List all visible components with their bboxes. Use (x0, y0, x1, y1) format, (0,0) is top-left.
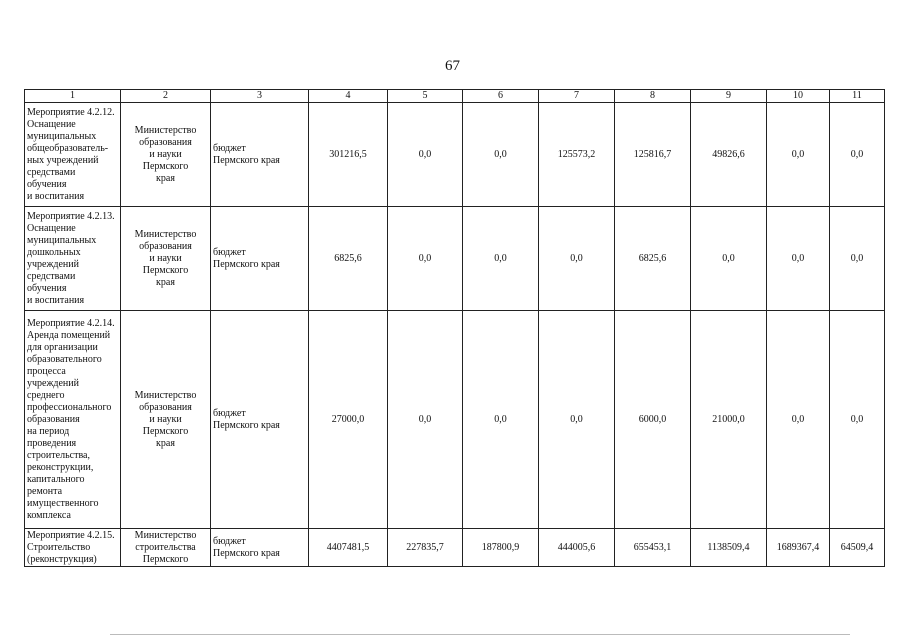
value-cell: 27000,0 (309, 311, 388, 529)
value-cell: 0,0 (830, 103, 885, 207)
cell-line: учреждений (27, 258, 79, 270)
column-number: 2 (121, 90, 211, 103)
cell-line: строительства, (27, 449, 90, 461)
value-cell: 1689367,4 (767, 529, 830, 567)
measure-cell (25, 311, 121, 529)
cell-line: и воспитания (27, 190, 85, 202)
cell-line: Министерство (134, 529, 197, 541)
cell-line: образования (27, 413, 80, 425)
header-row (25, 90, 885, 103)
value-cell: 0,0 (388, 103, 463, 207)
cell-line: образования (139, 401, 192, 413)
cell-line: дошкольных (27, 246, 81, 258)
column-number: 1 (25, 90, 121, 103)
funding-source-cell (211, 311, 309, 529)
cell-line: Мероприятие 4.2.15. (27, 529, 115, 541)
table-row (25, 103, 885, 207)
value-cell: 0,0 (539, 311, 615, 529)
cell-line: Мероприятие 4.2.12. (27, 106, 115, 118)
column-number: 6 (463, 90, 539, 103)
cell-line: средствами (27, 166, 76, 178)
ministry-cell (121, 529, 211, 567)
value-cell: 49826,6 (691, 103, 767, 207)
measure-cell (25, 529, 121, 567)
cell-line: Министерство (134, 228, 197, 240)
cell-line: средствами (27, 270, 76, 282)
column-number: 11 (830, 90, 885, 103)
value-cell: 0,0 (388, 311, 463, 529)
cell-line: и воспитания (27, 294, 85, 306)
column-number: 7 (539, 90, 615, 103)
cell-line: Пермского края (213, 154, 280, 166)
value-cell: 227835,7 (388, 529, 463, 567)
cell-line: образовательного (27, 353, 102, 365)
cell-line: Строительство (27, 541, 91, 553)
value-cell: 0,0 (767, 311, 830, 529)
cell-line: ных учреждений (27, 154, 99, 166)
cell-line: среднего (27, 389, 65, 401)
column-number: 10 (767, 90, 830, 103)
value-cell: 0,0 (539, 207, 615, 311)
funding-source-cell (211, 529, 309, 567)
cell-line: Пермского края (213, 547, 280, 559)
cell-line: процесса (27, 365, 66, 377)
value-cell: 6000,0 (615, 311, 691, 529)
table-row (25, 311, 885, 529)
cell-line: общеобразователь- (27, 142, 109, 154)
cell-line: края (156, 276, 175, 288)
cell-line: Пермского края (213, 258, 280, 270)
cell-line: проведения (27, 437, 77, 449)
cell-line: бюджет (213, 407, 246, 419)
column-number: 8 (615, 90, 691, 103)
column-number: 4 (309, 90, 388, 103)
cell-line: и науки (149, 148, 182, 160)
page-number: 67 (445, 58, 460, 74)
value-cell: 1138509,4 (691, 529, 767, 567)
value-cell: 301216,5 (309, 103, 388, 207)
value-cell: 0,0 (388, 207, 463, 311)
cell-line: образования (139, 240, 192, 252)
cell-line: на период (27, 425, 70, 437)
value-cell: 125816,7 (615, 103, 691, 207)
cell-line: Министерство (134, 389, 197, 401)
cell-line: Аренда помещений (27, 329, 111, 341)
cell-line: (реконструкция) (27, 553, 97, 565)
column-number: 5 (388, 90, 463, 103)
cell-line: Пермского (142, 553, 189, 565)
cell-line: Мероприятие 4.2.14. (27, 317, 115, 329)
ministry-cell (121, 311, 211, 529)
value-cell: 0,0 (767, 207, 830, 311)
cell-line: ремонта (27, 485, 63, 497)
cell-line: обучения (27, 282, 67, 294)
value-cell: 655453,1 (615, 529, 691, 567)
cell-line: капитального (27, 473, 85, 485)
value-cell: 0,0 (830, 311, 885, 529)
cell-line: имущественного (27, 497, 99, 509)
value-cell: 0,0 (767, 103, 830, 207)
ministry-cell (121, 207, 211, 311)
cell-line: Пермского (142, 425, 189, 437)
cell-line: Мероприятие 4.2.13. (27, 210, 115, 222)
value-cell: 187800,9 (463, 529, 539, 567)
value-cell: 6825,6 (309, 207, 388, 311)
cell-line: Пермского (142, 160, 189, 172)
measure-cell (25, 103, 121, 207)
cell-line: образования (139, 136, 192, 148)
cell-line: муниципальных (27, 234, 97, 246)
column-number: 9 (691, 90, 767, 103)
cell-line: строительства (135, 541, 196, 553)
cell-line: Министерство (134, 124, 197, 136)
cell-line: реконструкции, (27, 461, 94, 473)
value-cell: 125573,2 (539, 103, 615, 207)
funding-source-cell (211, 103, 309, 207)
cell-line: Оснащение (27, 222, 76, 234)
cell-line: бюджет (213, 535, 246, 547)
cell-line: бюджет (213, 142, 246, 154)
value-cell: 21000,0 (691, 311, 767, 529)
cell-line: профессионального (27, 401, 112, 413)
table-row (25, 529, 885, 567)
cell-line: и науки (149, 413, 182, 425)
cell-line: обучения (27, 178, 67, 190)
cell-line: бюджет (213, 246, 246, 258)
budget-table (24, 89, 885, 567)
cell-line: Пермского края (213, 419, 280, 431)
measure-cell (25, 207, 121, 311)
cell-line: Пермского (142, 264, 189, 276)
funding-source-cell (211, 207, 309, 311)
value-cell: 0,0 (691, 207, 767, 311)
cell-line: Оснащение (27, 118, 76, 130)
column-number: 3 (211, 90, 309, 103)
value-cell: 4407481,5 (309, 529, 388, 567)
value-cell: 64509,4 (830, 529, 885, 567)
cell-line: муниципальных (27, 130, 97, 142)
value-cell: 0,0 (463, 207, 539, 311)
ministry-cell (121, 103, 211, 207)
cell-line: комплекса (27, 509, 71, 521)
cell-line: для организации (27, 341, 98, 353)
value-cell: 0,0 (463, 103, 539, 207)
value-cell: 444005,6 (539, 529, 615, 567)
cell-line: учреждений (27, 377, 79, 389)
value-cell: 6825,6 (615, 207, 691, 311)
value-cell: 0,0 (830, 207, 885, 311)
value-cell: 0,0 (463, 311, 539, 529)
table-row (25, 207, 885, 311)
cell-line: края (156, 172, 175, 184)
cell-line: края (156, 437, 175, 449)
cell-line: и науки (149, 252, 182, 264)
page-bottom-rule (110, 634, 850, 635)
